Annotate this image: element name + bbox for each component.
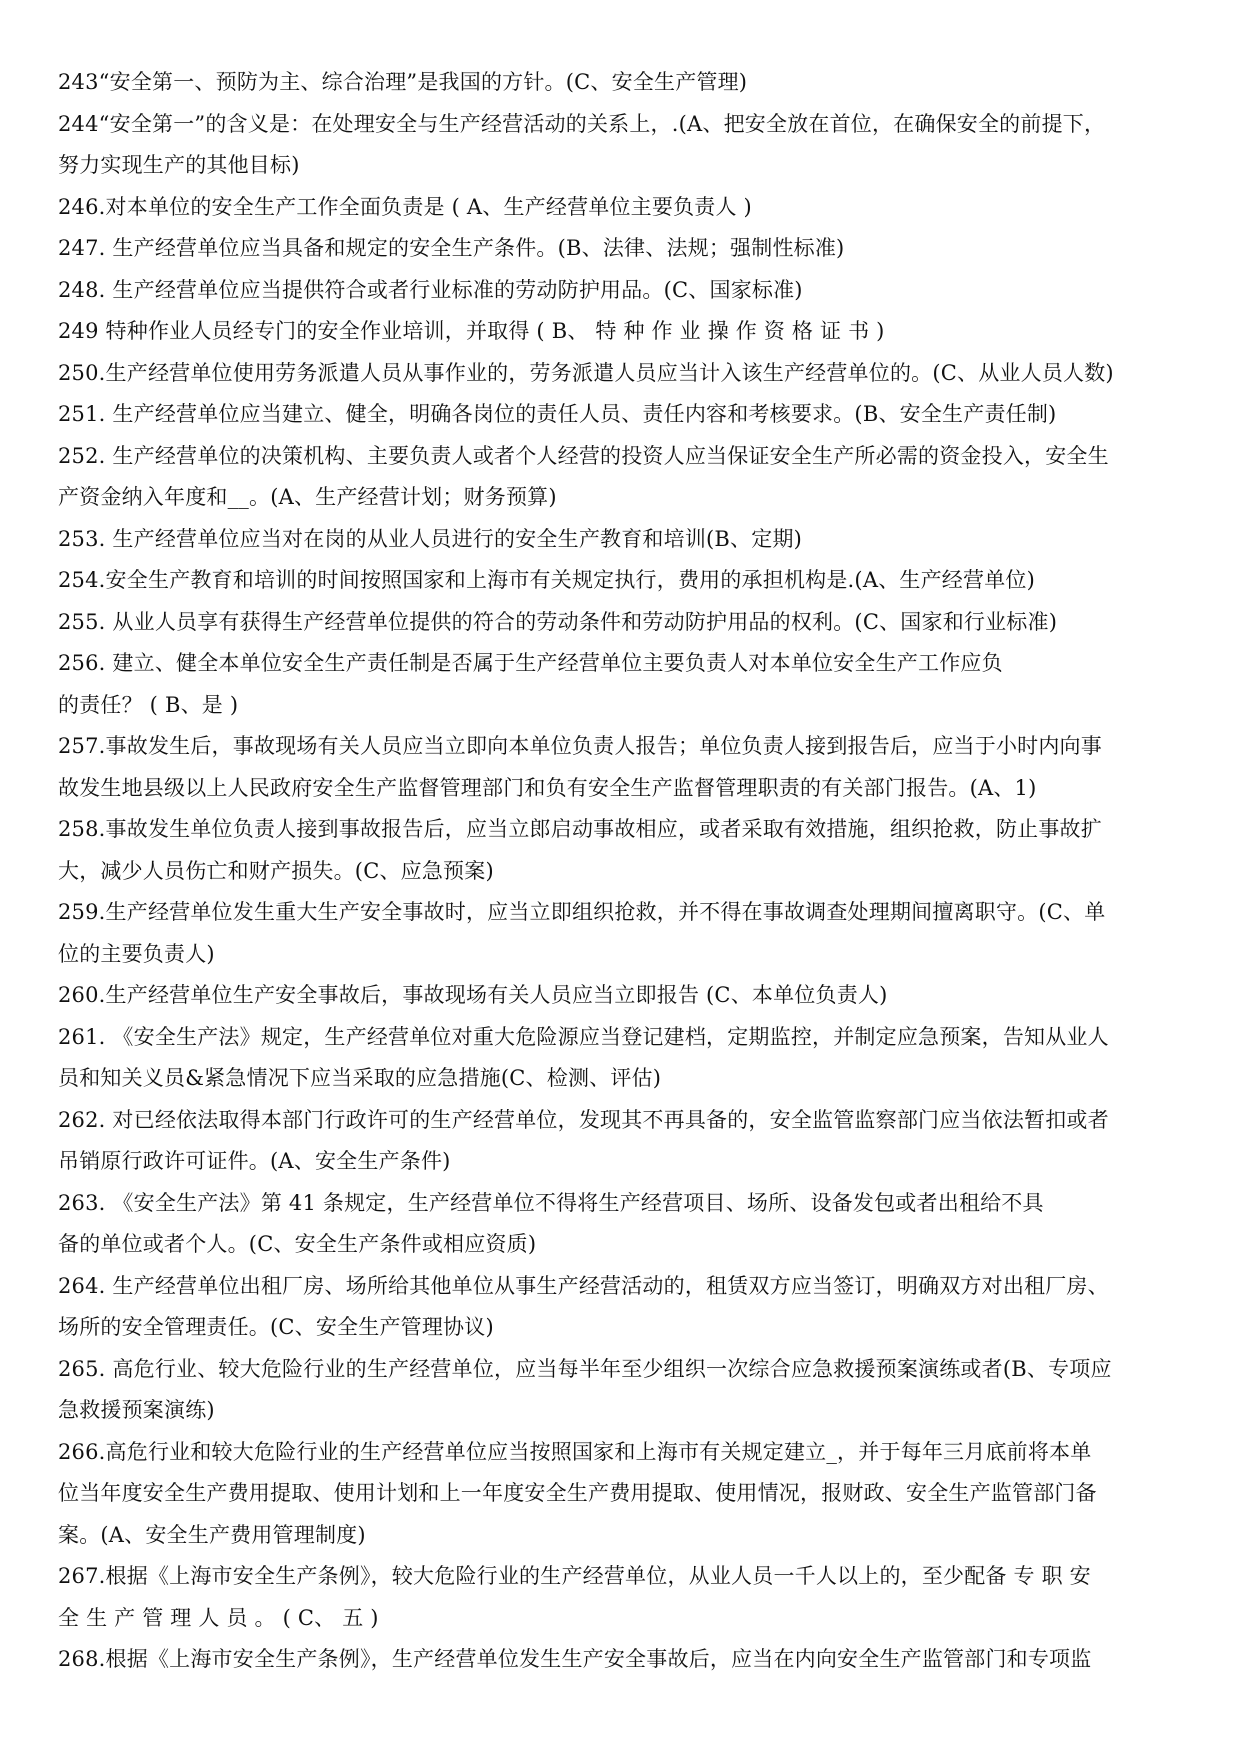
text-line: 265. 高危行业、较大危险行业的生产经营单位，应当每半年至少组织一次综合应急救援预案演练或者(B、专项应 [58,1356,1112,1381]
document-page [58,62,1188,1722]
text-line: 位当年度安全生产费用提取、使用计划和上一年度安全生产费用提取、使用情况，报财政、安全生产监管部门备 [58,1481,1097,1505]
text-line: 故发生地县级以上人民政府安全生产监督管理部门和负有安全生产监督管理职责的有关部门报告。(A、1) [58,775,1037,800]
text-line: 243“安全第一、预防为主、综合治理”是我国的方针。(C、安全生产管理) [58,70,748,94]
text-line: 256. 建立、健全本单位安全生产责任制是否属于生产经营单位主要负责人对本单位安全生产工作应负 [58,651,1003,675]
text-line: 的责任？ ( B、是 ) [58,692,239,717]
text-line: 247. 生产经营单位应当具备和规定的安全生产条件。(B、法律、法规；强制性标准) [58,236,845,260]
text-line: 248. 生产经营单位应当提供符合或者行业标准的劳动防护用品。(C、国家标准) [58,277,803,302]
text-line: 位的主要负责人) [58,941,215,966]
text-line: 产资金纳入年度和__。(A、生产经营计划；财务预算) [58,485,557,509]
text-line: 264. 生产经营单位出租厂房、场所给其他单位从事生产经营活动的，租赁双方应当签订，明确双方对出租厂房、 [58,1273,1109,1298]
text-line: 备的单位或者个人。(C、安全生产条件或相应资质) [58,1232,537,1256]
text-line: 253. 生产经营单位应当对在岗的从业人员进行的安全生产教育和培训(B、定期) [58,526,803,551]
text-line: 257.事故发生后，事故现场有关人员应当立即向本单位负责人报告；单位负责人接到报告后，应当于小时内向事 [58,734,1102,758]
text-line: 252. 生产经营单位的决策机构、主要负责人或者个人经营的投资人应当保证安全生产所必需的资金投入，安全生 [58,443,1109,468]
text-line: 努力实现生产的其他目标) [58,153,300,177]
text-line: 251. 生产经营单位应当建立、健全，明确各岗位的责任人员、责任内容和考核要求。(B、安全生产责任制) [58,402,1057,426]
text-line: 249 特种作业人员经专门的安全作业培训，并取得 ( B、 特 种 作 业 操 作 资 格 证 书 ) [58,319,885,343]
text-line: 场所的安全管理责任。(C、安全生产管理协议) [58,1315,494,1339]
text-line: 255. 从业人员享有获得生产经营单位提供的符合的劳动条件和劳动防护用品的权利。(C、国家和行业标准) [58,609,1058,634]
text-line: 268.根据《上海市安全生产条例》，生产经营单位发生生产安全事故后，应当在内向安全生产监管部门和专项监 [58,1647,1092,1671]
text-line: 250.生产经营单位使用劳务派遣人员从事作业的，劳务派遣人员应当计入该生产经营单位的。(C、从业人员人数) [58,360,1114,385]
text-line: 全 生 产 管 理 人 员 。 ( C、 五 ) [58,1605,379,1630]
text-line: 254.安全生产教育和培训的时间按照国家和上海市有关规定执行，费用的承担机构是.(A、生产经营单位) [58,568,1035,592]
text-line: 262. 对已经依法取得本部门行政许可的生产经营单位，发现其不再具备的，安全监管监察部门应当依法暂扣或者 [58,1107,1109,1132]
text-line: 267.根据《上海市安全生产条例》，较大危险行业的生产经营单位，从业人员一千人以上的，至少配备 专 职 安 [58,1564,1091,1588]
text-line: 260.生产经营单位生产安全事故后，事故现场有关人员应当立即报告 (C、本单位负责人) [58,983,888,1007]
text-line: 246.对本单位的安全生产工作全面负责是 ( A、生产经营单位主要负责人 ) [58,194,752,219]
text-line: 员和知关义员&紧急情况下应当采取的应急措施(C、检测、评估) [58,1066,662,1090]
text-line [58,1681,1188,1723]
text-line: 258.事故发生单位负责人接到事故报告后，应当立郎启动事故相应，或者采取有效措施，组织抢救，防止事故扩 [58,817,1102,841]
text-line: 266.高危行业和较大危险行业的生产经营单位应当按照国家和上海市有关规定建立_，并于每年三月底前将本单 [58,1439,1092,1464]
text-line: 263. 《安全生产法》第 41 条规定，生产经营单位不得将生产经营项目、场所、设备发包或者出租给不具 [58,1190,1044,1215]
text-line: 259.生产经营单位发生重大生产安全事故时，应当立即组织抢救，并不得在事故调查处理期间擅离职守。(C、单 [58,900,1106,924]
text-line: 急救援预案演练) [58,1398,215,1422]
text-line: 大，减少人员伤亡和财产损失。(C、应急预案) [58,858,494,883]
text-line: 案。(A、安全生产费用管理制度) [58,1522,366,1547]
text-line: 261. 《安全生产法》规定，生产经营单位对重大危险源应当登记建档，定期监控，并制定应急预案，告知从业人 [58,1024,1109,1049]
text-line: 吊销原行政许可证件。(A、安全生产条件) [58,1149,451,1173]
text-line: 244“安全第一”的含义是：在处理安全与生产经营活动的关系上，.(A、把安全放在首位，在确保安全的前提下， [58,111,1106,136]
